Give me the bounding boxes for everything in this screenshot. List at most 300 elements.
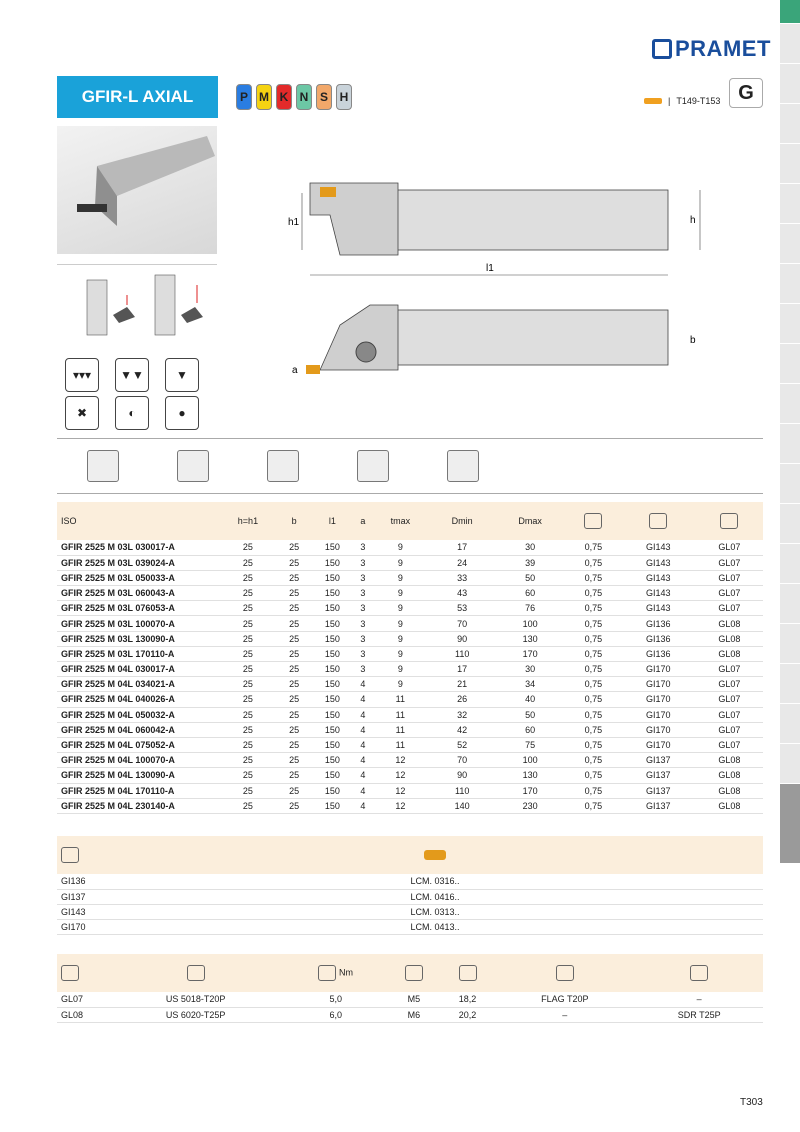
product-title: GFIR-L AXIAL — [57, 76, 218, 118]
table-cell: 12 — [371, 783, 431, 798]
side-tab — [780, 744, 800, 784]
section-letter: G — [729, 78, 763, 108]
table-cell: 6,0 — [284, 1007, 387, 1022]
stable-condition-icon: ✖ — [65, 396, 99, 430]
table-cell: 70 — [430, 753, 494, 768]
table-cell: GFIR 2525 M 04L 170110-A — [57, 783, 217, 798]
table-cell: 52 — [430, 737, 494, 752]
table-cell: 9 — [371, 662, 431, 677]
col-a: a — [355, 502, 370, 540]
table-cell: 39 — [494, 555, 566, 570]
table-cell: GI170 — [621, 692, 696, 707]
table-cell: 25 — [279, 798, 310, 813]
table-cell: 4 — [355, 737, 370, 752]
table-cell: 11 — [371, 722, 431, 737]
table-row — [57, 707, 763, 722]
torque-icon — [318, 965, 336, 981]
table-cell: 0,75 — [566, 783, 621, 798]
table-row — [57, 570, 763, 585]
table-cell: 25 — [279, 662, 310, 677]
table-cell: 150 — [309, 601, 355, 616]
table-cell: 3 — [355, 646, 370, 661]
table-cell: 150 — [309, 616, 355, 631]
table-cell: 150 — [309, 768, 355, 783]
table-cell: GI137 — [57, 889, 107, 904]
table-cell: 90 — [430, 768, 494, 783]
table-cell: GI137 — [621, 753, 696, 768]
table-cell: 25 — [217, 601, 279, 616]
screw-length-icon — [459, 965, 477, 981]
screw-set-icon — [61, 965, 79, 981]
table-cell: 34 — [494, 677, 566, 692]
table-cell: 3 — [355, 586, 370, 601]
finishing-op-icon — [447, 450, 479, 482]
side-tab — [780, 264, 800, 304]
table-cell: 43 — [430, 586, 494, 601]
table-cell: US 5018-T20P — [107, 992, 284, 1007]
col-h: h=h1 — [217, 502, 279, 540]
side-tab-current — [780, 784, 800, 864]
table-cell: 40 — [494, 692, 566, 707]
table-cell: 9 — [371, 631, 431, 646]
screw-icon — [720, 513, 738, 529]
table-cell: 25 — [279, 540, 310, 555]
flag-key-icon — [556, 965, 574, 981]
table-cell: 150 — [309, 586, 355, 601]
dim-b-label: b — [690, 335, 696, 346]
side-tab — [780, 224, 800, 264]
table-cell: 25 — [217, 616, 279, 631]
col-dmin: Dmin — [430, 502, 494, 540]
table-cell: 150 — [309, 722, 355, 737]
insert-holder-icon — [61, 847, 79, 863]
table-cell: GL07 — [696, 570, 763, 585]
face-grooving-schema-icon — [57, 265, 217, 345]
table-cell: 20,2 — [441, 1007, 495, 1022]
table-cell: GI170 — [621, 677, 696, 692]
table-cell: 4 — [355, 692, 370, 707]
table-cell: GI136 — [621, 631, 696, 646]
insert-header-row — [57, 836, 763, 874]
unstable-condition-icon: ● — [165, 396, 199, 430]
material-badge: M — [256, 84, 272, 110]
table-row — [57, 722, 763, 737]
table-cell: 25 — [217, 768, 279, 783]
heavy-cut-icon: ▼ — [165, 358, 199, 392]
table-cell: 150 — [309, 570, 355, 585]
table-cell: 25 — [279, 768, 310, 783]
table-row — [57, 586, 763, 601]
table-cell: GL08 — [57, 1007, 107, 1022]
table-cell: 25 — [279, 707, 310, 722]
side-tab — [780, 384, 800, 424]
table-cell: LCM. 0316.. — [107, 874, 763, 889]
col-iso: ISO — [57, 502, 217, 540]
table-cell: 25 — [279, 783, 310, 798]
table-cell: M6 — [387, 1007, 441, 1022]
table-cell: GI170 — [621, 737, 696, 752]
table-cell: 25 — [279, 555, 310, 570]
table-cell: 12 — [371, 798, 431, 813]
table-cell: 25 — [279, 586, 310, 601]
table-cell: 25 — [279, 737, 310, 752]
table-cell: GFIR 2525 M 04L 130090-A — [57, 768, 217, 783]
material-badge: H — [336, 84, 352, 110]
table-cell: 25 — [217, 662, 279, 677]
table-cell: 76 — [494, 601, 566, 616]
table-cell: 25 — [217, 677, 279, 692]
table-cell: US 6020-T25P — [107, 1007, 284, 1022]
col-dmax: Dmax — [494, 502, 566, 540]
page-ref-text: T149-T153 — [676, 96, 721, 106]
table-cell: GI136 — [57, 874, 107, 889]
table-cell: 53 — [430, 601, 494, 616]
table-cell: 0,75 — [566, 601, 621, 616]
table-cell: GL07 — [696, 677, 763, 692]
table-cell: 25 — [279, 677, 310, 692]
side-tab — [780, 624, 800, 664]
table-cell: GFIR 2525 M 04L 060042-A — [57, 722, 217, 737]
table-cell: GL07 — [696, 601, 763, 616]
table-cell: GL07 — [696, 555, 763, 570]
nm-label: Nm — [338, 967, 353, 978]
table-cell: 100 — [494, 753, 566, 768]
table-cell: GL07 — [696, 662, 763, 677]
table-cell: GL07 — [696, 692, 763, 707]
table-row — [57, 737, 763, 752]
side-tab — [780, 424, 800, 464]
table-cell: GI136 — [621, 646, 696, 661]
table-cell: 0,75 — [566, 753, 621, 768]
side-tab — [780, 664, 800, 704]
table-cell: 30 — [494, 540, 566, 555]
table-row — [57, 920, 763, 935]
table-cell: GFIR 2525 M 04L 050032-A — [57, 707, 217, 722]
table-cell: 25 — [279, 631, 310, 646]
table-cell: 25 — [217, 798, 279, 813]
table-cell: 100 — [494, 616, 566, 631]
table-cell: GL07 — [696, 586, 763, 601]
brand-mark-icon — [652, 39, 672, 59]
table-row — [57, 992, 763, 1007]
table-cell: 9 — [371, 601, 431, 616]
table-cell: GFIR 2525 M 03L 130090-A — [57, 631, 217, 646]
technical-drawing — [280, 165, 710, 395]
table-cell: GFIR 2525 M 03L 100070-A — [57, 616, 217, 631]
table-cell: 4 — [355, 722, 370, 737]
table-cell: 0,75 — [566, 722, 621, 737]
table-cell: – — [494, 1007, 635, 1022]
table-cell: GL08 — [696, 798, 763, 813]
insert-chip-icon — [424, 850, 446, 860]
table-cell: 3 — [355, 555, 370, 570]
clamping-screw-icon — [187, 965, 205, 981]
table-cell: 0,75 — [566, 707, 621, 722]
material-badge: N — [296, 84, 312, 110]
table-cell: 11 — [371, 737, 431, 752]
face-turning-op-icon — [267, 450, 299, 482]
dim-a-label: a — [292, 365, 298, 376]
table-cell: 150 — [309, 737, 355, 752]
side-tab — [780, 304, 800, 344]
table-cell: FLAG T20P — [494, 992, 635, 1007]
table-cell: GFIR 2525 M 03L 050033-A — [57, 570, 217, 585]
table-cell: GFIR 2525 M 03L 076053-A — [57, 601, 217, 616]
table-cell: GFIR 2525 M 04L 100070-A — [57, 753, 217, 768]
table-cell: GFIR 2525 M 04L 040026-A — [57, 692, 217, 707]
dim-h1-label: h1 — [288, 217, 300, 228]
table-cell: GI136 — [621, 616, 696, 631]
table-cell: GI170 — [621, 722, 696, 737]
table-row — [57, 540, 763, 555]
table-cell: GFIR 2525 M 04L 075052-A — [57, 737, 217, 752]
col-insert — [621, 502, 696, 540]
table-cell: 75 — [494, 737, 566, 752]
table-cell: 0,75 — [566, 586, 621, 601]
material-badge: P — [236, 84, 252, 110]
table-cell: 0,75 — [566, 737, 621, 752]
table-cell: 9 — [371, 677, 431, 692]
table-cell: 150 — [309, 646, 355, 661]
table-cell: 150 — [309, 798, 355, 813]
table-cell: GFIR 2525 M 03L 170110-A — [57, 646, 217, 661]
table-row — [57, 768, 763, 783]
table-row — [57, 904, 763, 919]
table-cell: 42 — [430, 722, 494, 737]
table-cell: 25 — [217, 555, 279, 570]
light-cut-icon: ▾▾▾ — [65, 358, 99, 392]
table-cell: 9 — [371, 540, 431, 555]
table-cell: 150 — [309, 692, 355, 707]
table-cell: 11 — [371, 707, 431, 722]
table-cell: 0,75 — [566, 616, 621, 631]
table-row — [57, 692, 763, 707]
side-tab — [780, 504, 800, 544]
dim-l1-label: l1 — [486, 263, 494, 274]
col-screw — [696, 502, 763, 540]
table-cell: 150 — [309, 540, 355, 555]
table-cell: 32 — [430, 707, 494, 722]
table-cell: GFIR 2525 M 04L 034021-A — [57, 677, 217, 692]
table-cell: 25 — [217, 570, 279, 585]
table-cell: 60 — [494, 722, 566, 737]
side-tab — [780, 344, 800, 384]
table-cell: 25 — [217, 737, 279, 752]
table-cell: 25 — [279, 601, 310, 616]
dim-h-label: h — [690, 215, 696, 226]
table-cell: 140 — [430, 798, 494, 813]
table-cell: 150 — [309, 662, 355, 677]
side-tab — [780, 544, 800, 584]
table-cell: 150 — [309, 631, 355, 646]
table-cell: 0,75 — [566, 768, 621, 783]
table-cell: M5 — [387, 992, 441, 1007]
table-row — [57, 646, 763, 661]
screw-table — [57, 954, 763, 1023]
table-cell: GL08 — [696, 646, 763, 661]
table-cell: 0,75 — [566, 555, 621, 570]
side-tab — [780, 704, 800, 744]
table-cell: 230 — [494, 798, 566, 813]
table-cell: GI143 — [621, 586, 696, 601]
application-symbols — [57, 354, 217, 434]
table-cell: GI143 — [57, 904, 107, 919]
holder-table — [57, 502, 763, 814]
table-cell: SDR T25P — [635, 1007, 763, 1022]
table-cell: 4 — [355, 707, 370, 722]
table-row — [57, 616, 763, 631]
side-tab — [780, 64, 800, 104]
table-cell: GFIR 2525 M 03L 060043-A — [57, 586, 217, 601]
table-cell: GI170 — [621, 662, 696, 677]
table-cell: GL07 — [696, 737, 763, 752]
table-cell: 12 — [371, 753, 431, 768]
table-cell: 9 — [371, 616, 431, 631]
table-cell: GI143 — [621, 601, 696, 616]
table-cell: 4 — [355, 753, 370, 768]
table-cell: 150 — [309, 783, 355, 798]
table-cell: GL08 — [696, 768, 763, 783]
table-cell: 25 — [279, 616, 310, 631]
table-cell: GI137 — [621, 798, 696, 813]
table-cell: 150 — [309, 677, 355, 692]
table-cell: 5,0 — [284, 992, 387, 1007]
weight-kg-icon — [584, 513, 602, 529]
table-cell: GL08 — [696, 631, 763, 646]
table-cell: 0,75 — [566, 798, 621, 813]
table-cell: 25 — [279, 722, 310, 737]
table-cell: GFIR 2525 M 03L 030017-A — [57, 540, 217, 555]
table-cell: 4 — [355, 783, 370, 798]
table-cell: GL07 — [57, 992, 107, 1007]
table-cell: 0,75 — [566, 662, 621, 677]
page-reference: | T149-T153 — [644, 96, 720, 106]
table-cell: GFIR 2525 M 04L 030017-A — [57, 662, 217, 677]
table-cell: 26 — [430, 692, 494, 707]
table-cell: 170 — [494, 783, 566, 798]
table-cell: 25 — [217, 753, 279, 768]
table-cell: 0,75 — [566, 540, 621, 555]
holder-dimension-drawing — [280, 165, 710, 395]
table-row — [57, 555, 763, 570]
table-cell: 3 — [355, 540, 370, 555]
table-cell: LCM. 0313.. — [107, 904, 763, 919]
screwdriver-icon — [690, 965, 708, 981]
col-l1: l1 — [309, 502, 355, 540]
table-cell: LCM. 0413.. — [107, 920, 763, 935]
table-cell: 170 — [494, 646, 566, 661]
page-number: T303 — [740, 1097, 763, 1108]
table-cell: 4 — [355, 768, 370, 783]
table-cell: 4 — [355, 677, 370, 692]
table-cell: LCM. 0416.. — [107, 889, 763, 904]
side-tab — [780, 104, 800, 144]
normal-condition-icon: ◐ — [115, 396, 149, 430]
table-cell: 150 — [309, 555, 355, 570]
table-cell: 70 — [430, 616, 494, 631]
table-cell: GI143 — [621, 570, 696, 585]
screw-header-row — [57, 954, 763, 992]
table-cell: 9 — [371, 646, 431, 661]
brand-logo — [652, 36, 771, 62]
side-index-tabs — [780, 0, 800, 1050]
material-badge: K — [276, 84, 292, 110]
table-cell: 50 — [494, 570, 566, 585]
table-cell: 3 — [355, 662, 370, 677]
table-row — [57, 874, 763, 889]
table-cell: GI170 — [57, 920, 107, 935]
insert-icon — [649, 513, 667, 529]
side-tab — [780, 184, 800, 224]
side-tab — [780, 464, 800, 504]
table-cell: 60 — [494, 586, 566, 601]
table-row — [57, 677, 763, 692]
table-cell: 150 — [309, 753, 355, 768]
table-cell: 3 — [355, 616, 370, 631]
table-row — [57, 798, 763, 813]
table-cell: 18,2 — [441, 992, 495, 1007]
table-cell: GL08 — [696, 783, 763, 798]
medium-cut-icon: ▼▼ — [115, 358, 149, 392]
table-cell: 150 — [309, 707, 355, 722]
table-cell: 0,75 — [566, 677, 621, 692]
table-cell: 11 — [371, 692, 431, 707]
table-cell: GFIR 2525 M 03L 039024-A — [57, 555, 217, 570]
brand-name: PRAMET — [675, 36, 771, 61]
table-cell: GL07 — [696, 540, 763, 555]
table-cell: 25 — [217, 586, 279, 601]
operations-row — [57, 438, 763, 494]
table-cell: 30 — [494, 662, 566, 677]
table-cell: GI170 — [621, 707, 696, 722]
face-grooving-op-icon — [87, 450, 119, 482]
table-cell: GL08 — [696, 753, 763, 768]
table-cell: 33 — [430, 570, 494, 585]
table-cell: GL07 — [696, 722, 763, 737]
table-cell: 25 — [279, 753, 310, 768]
table-cell: GL08 — [696, 616, 763, 631]
table-cell: GL07 — [696, 707, 763, 722]
side-tab — [780, 24, 800, 64]
insert-table — [57, 836, 763, 935]
thread-icon — [405, 965, 423, 981]
side-tab — [780, 584, 800, 624]
side-tab — [780, 144, 800, 184]
col-weight — [566, 502, 621, 540]
table-cell: 12 — [371, 768, 431, 783]
table-cell: 25 — [217, 646, 279, 661]
table-row — [57, 753, 763, 768]
table-cell: 0,75 — [566, 570, 621, 585]
material-groups — [236, 84, 352, 110]
table-header-row — [57, 502, 763, 540]
table-cell: 24 — [430, 555, 494, 570]
table-cell: 9 — [371, 570, 431, 585]
table-cell: 25 — [217, 692, 279, 707]
axial-grooving-op-icon — [177, 450, 209, 482]
machining-schema — [57, 264, 217, 344]
table-cell: 17 — [430, 662, 494, 677]
profiling-op-icon — [357, 450, 389, 482]
product-photo — [57, 126, 217, 254]
table-cell: 130 — [494, 768, 566, 783]
table-cell: GI137 — [621, 783, 696, 798]
table-cell: 25 — [217, 707, 279, 722]
table-row — [57, 1007, 763, 1022]
table-row — [57, 601, 763, 616]
col-b: b — [279, 502, 310, 540]
table-cell: 25 — [217, 540, 279, 555]
